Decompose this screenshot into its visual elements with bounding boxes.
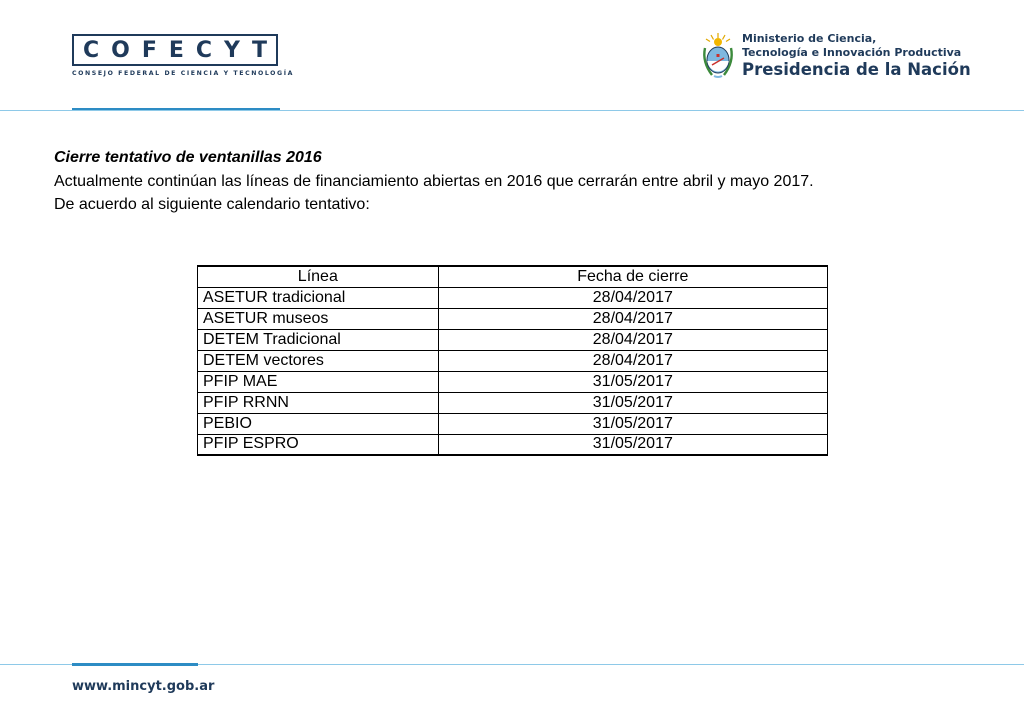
ministry-line-2: Tecnología e Innovación Productiva bbox=[742, 46, 962, 59]
column-header-linea: Línea bbox=[198, 266, 439, 287]
line-name-cell: PFIP RRNN bbox=[198, 392, 439, 413]
ministry-line-1: Ministerio de Ciencia, bbox=[742, 32, 877, 45]
line-name-cell: PFIP ESPRO bbox=[198, 434, 439, 455]
table-row bbox=[198, 392, 828, 413]
closing-date-cell: 28/04/2017 bbox=[438, 308, 827, 329]
line-name-cell: ASETUR museos bbox=[198, 308, 439, 329]
column-header-fecha: Fecha de cierre bbox=[438, 266, 827, 287]
line-name-cell: DETEM Tradicional bbox=[198, 329, 439, 350]
table-row bbox=[198, 350, 828, 371]
ministry-line-3: Presidencia de la Nación bbox=[742, 60, 971, 79]
table-row bbox=[198, 434, 828, 455]
footer-website-url: www.mincyt.gob.ar bbox=[72, 679, 215, 694]
table-row bbox=[198, 413, 828, 434]
closing-dates-table bbox=[197, 265, 828, 456]
closing-date-cell: 31/05/2017 bbox=[438, 413, 827, 434]
line-name-cell: ASETUR tradicional bbox=[198, 287, 439, 308]
table-row bbox=[198, 308, 828, 329]
intro-line-2: De acuerdo al siguiente calendario tentativo: bbox=[54, 196, 370, 213]
table-row bbox=[198, 287, 828, 308]
cofecyt-logo-word: COFECYT bbox=[83, 37, 279, 63]
closing-date-cell: 28/04/2017 bbox=[438, 329, 827, 350]
line-name-cell: PFIP MAE bbox=[198, 371, 439, 392]
closing-date-cell: 31/05/2017 bbox=[438, 434, 827, 455]
line-name-cell: PEBIO bbox=[198, 413, 439, 434]
closing-date-cell: 28/04/2017 bbox=[438, 350, 827, 371]
ministry-title bbox=[742, 32, 971, 80]
closing-date-cell: 28/04/2017 bbox=[438, 287, 827, 308]
closing-date-cell: 31/05/2017 bbox=[438, 392, 827, 413]
footer-accent-line bbox=[72, 663, 198, 666]
header-divider bbox=[0, 110, 1024, 111]
section-heading: Cierre tentativo de ventanillas 2016 bbox=[54, 149, 322, 166]
cofecyt-logo-subtitle: CONSEJO FEDERAL DE CIENCIA Y TECNOLOGÍA bbox=[72, 70, 295, 77]
line-name-cell: DETEM vectores bbox=[198, 350, 439, 371]
closing-date-cell: 31/05/2017 bbox=[438, 371, 827, 392]
table-row bbox=[198, 371, 828, 392]
table-header-row bbox=[198, 266, 828, 287]
intro-paragraph bbox=[54, 170, 814, 216]
table-row bbox=[198, 329, 828, 350]
argentina-coat-of-arms-icon bbox=[700, 32, 736, 80]
intro-line-1: Actualmente continúan las líneas de financiamiento abiertas en 2016 que cerrarán entre abril y mayo 2017. bbox=[54, 173, 814, 190]
cofecyt-logo bbox=[72, 34, 278, 66]
